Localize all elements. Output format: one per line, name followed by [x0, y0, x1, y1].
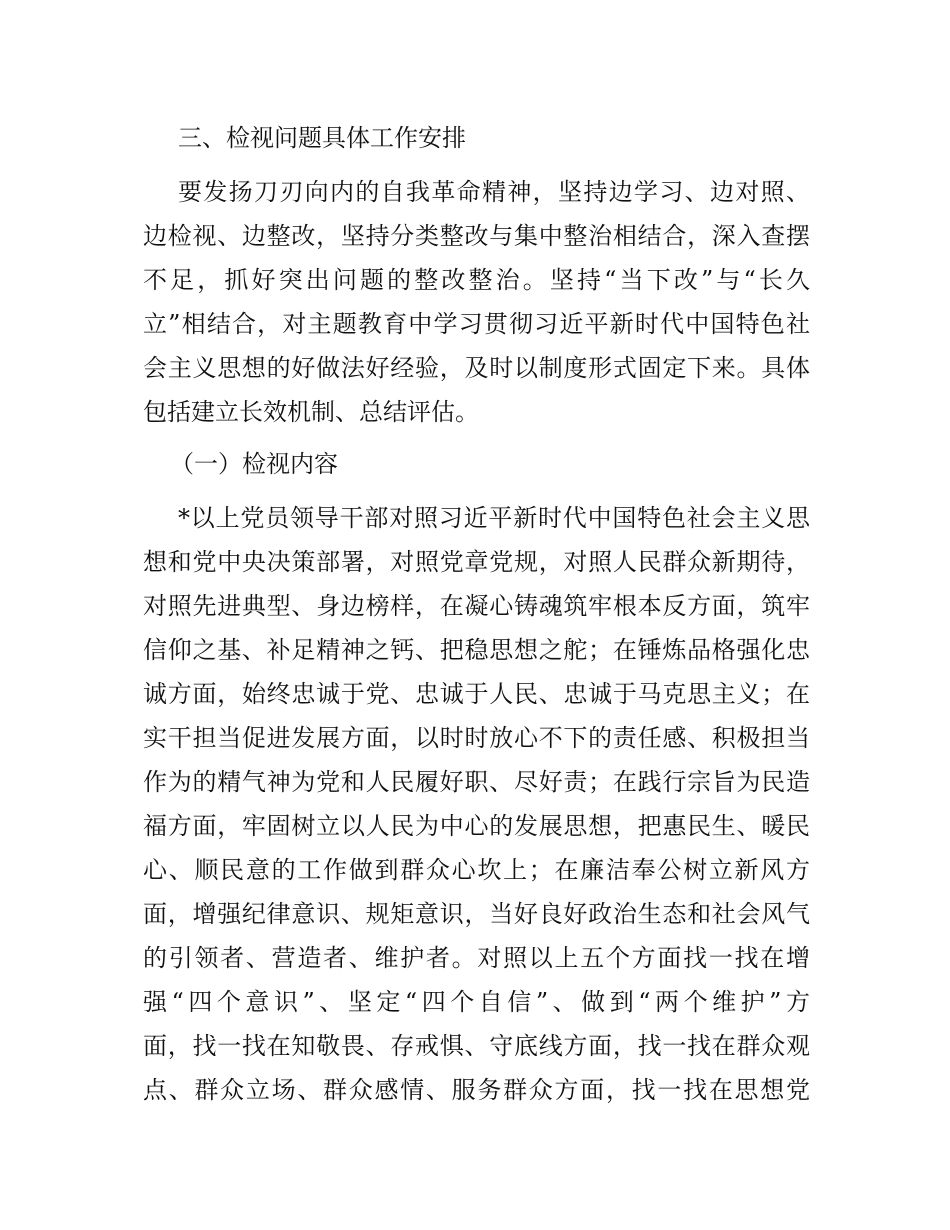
paragraph-line: 点、群众立场、群众感情、服务群众方面，找一找在思想党: [143, 1076, 810, 1104]
section-heading: 三、检视问题具体工作安排: [178, 124, 466, 152]
paragraph-line: 边检视、边整改，坚持分类整改与集中整治相结合，深入查摆: [143, 222, 810, 250]
paragraph-line: 信仰之基、补足精神之钙、把稳思想之舵；在锤炼品格强化忠: [143, 636, 810, 664]
paragraph-line: 对照先进典型、身边榜样，在凝心铸魂筑牢根本反方面，筑牢: [143, 592, 810, 620]
paragraph-line: 强“四个意识”、坚定“四个自信”、做到“两个维护”方: [143, 988, 810, 1016]
paragraph-line: 会主义思想的好做法好经验，及时以制度形式固定下来。具体: [143, 354, 810, 382]
paragraph-line: 不足，抓好突出问题的整改整治。坚持“当下改”与“长久: [143, 266, 810, 294]
paragraph-line: 心、顺民意的工作做到群众心坎上；在廉洁奉公树立新风方: [143, 856, 810, 884]
paragraph-line: 作为的精气神为党和人民履好职、尽好责；在践行宗旨为民造: [143, 768, 810, 796]
subsection-heading: （一）检视内容: [170, 450, 338, 478]
paragraph-line: 包括建立长效机制、总结评估。: [143, 398, 479, 426]
paragraph-line: 面，增强纪律意识、规矩意识，当好良好政治生态和社会风气: [143, 900, 810, 928]
paragraph-line: 想和党中央决策部署，对照党章党规，对照人民群众新期待，: [143, 548, 810, 576]
paragraph-line: 立”相结合，对主题教育中学习贯彻习近平新时代中国特色社: [143, 310, 810, 338]
paragraph-line: 实干担当促进发展方面，以时时放心不下的责任感、积极担当: [143, 724, 810, 752]
paragraph-line: 福方面，牢固树立以人民为中心的发展思想，把惠民生、暖民: [143, 812, 810, 840]
paragraph-line: 面，找一找在知敬畏、存戒惧、守底线方面，找一找在群众观: [143, 1032, 810, 1060]
paragraph-line: 诚方面，始终忠诚于党、忠诚于人民、忠诚于马克思主义；在: [143, 680, 810, 708]
paragraph-line: 的引领者、营造者、维护者。对照以上五个方面找一找在增: [143, 944, 810, 972]
paragraph-line: *以上党员领导干部对照习近平新时代中国特色社会主义思: [178, 504, 810, 532]
paragraph-line: 要发扬刀刃向内的自我革命精神，坚持边学习、边对照、: [178, 178, 810, 206]
